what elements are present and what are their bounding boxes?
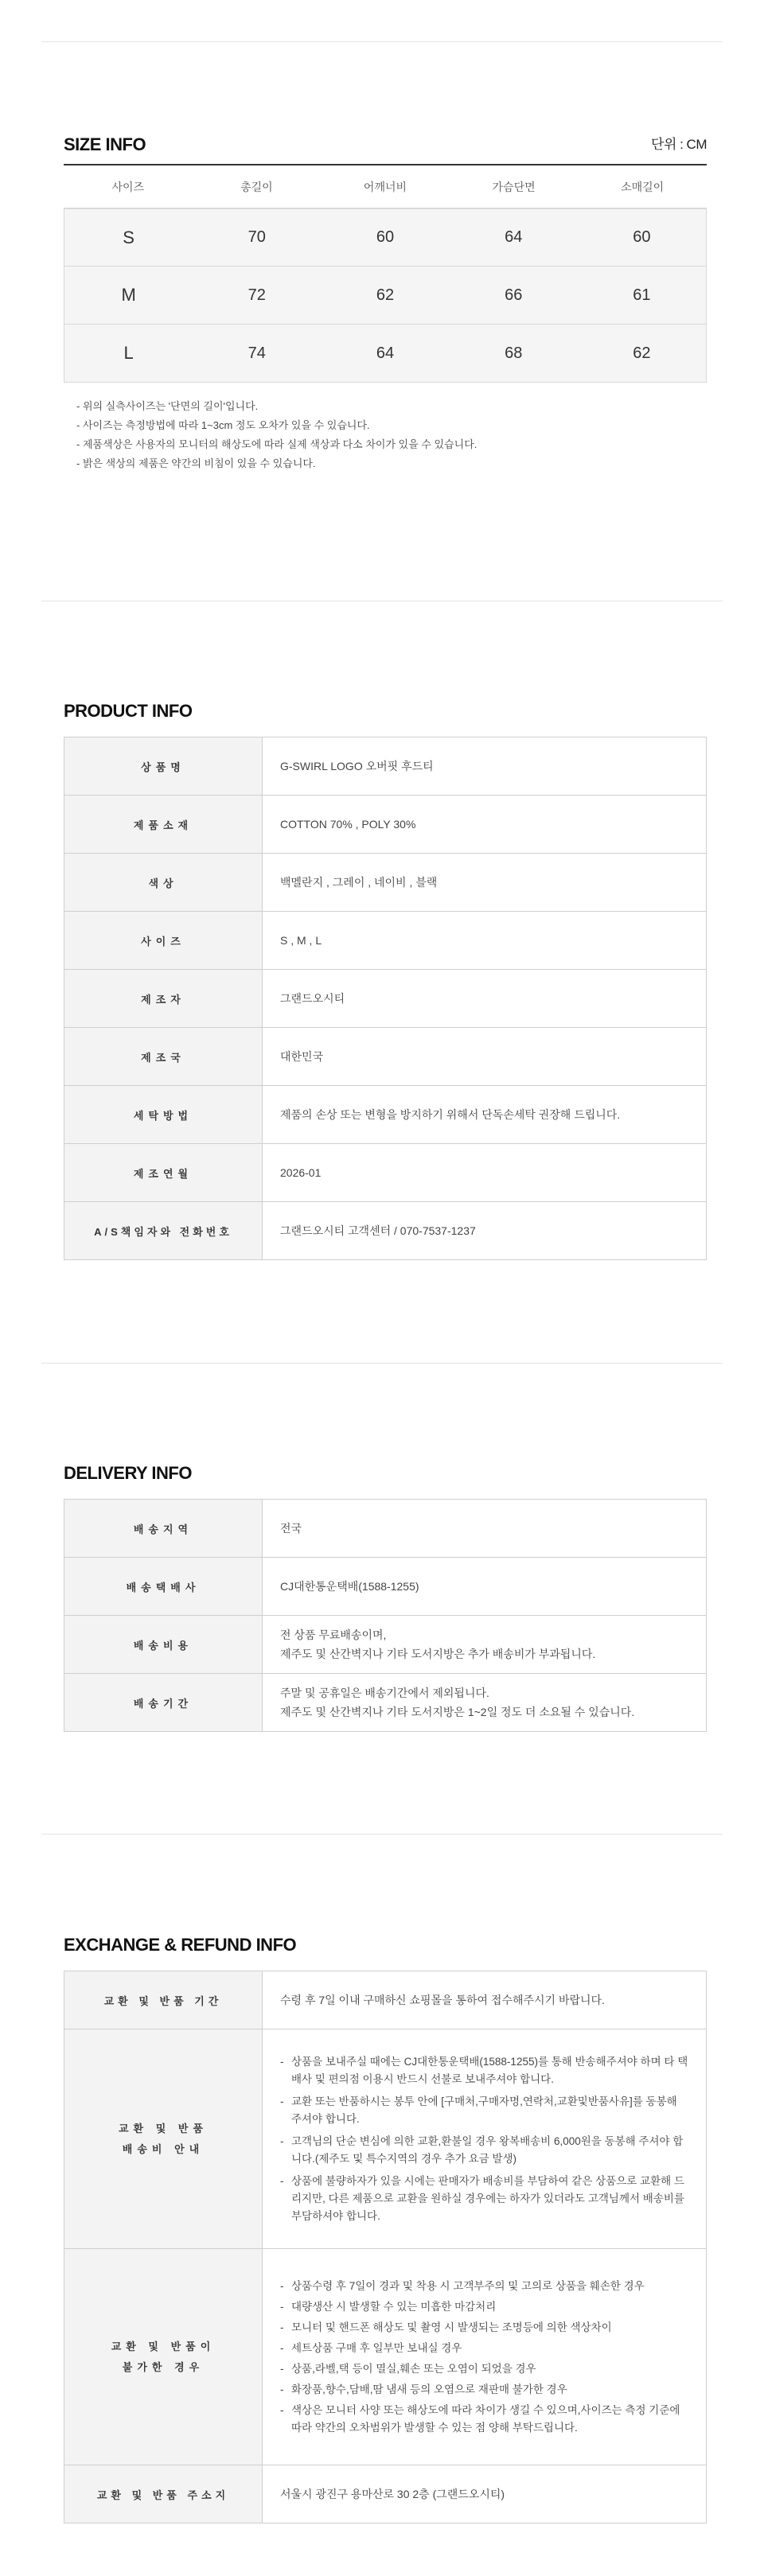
table-row (64, 1144, 707, 1202)
exchange-info-table (64, 1971, 707, 2523)
divider (41, 1834, 723, 1835)
size-table-header (64, 164, 707, 208)
size-cell: 60 (633, 228, 651, 246)
size-note: - 사이즈는 측정방법에 따라 1~3cm 정도 오차가 있을 수 있습니다. (76, 419, 370, 431)
table-row (64, 796, 707, 854)
row-label: 배송택배사 (64, 1558, 263, 1616)
size-info-section (64, 129, 707, 473)
divider (41, 1363, 723, 1364)
row-value-line: 제주도 및 산간벽지나 기타 도서지방은 1~2일 정도 더 소요될 수 있습니다. (280, 1706, 635, 1718)
size-notes (64, 397, 707, 473)
row-label: 제조국 (64, 1028, 263, 1086)
row-label: 제조자 (64, 970, 263, 1028)
row-label: 배송비용 (64, 1616, 263, 1674)
row-label (64, 2249, 263, 2465)
exchange-info-section (64, 1929, 707, 2523)
list-item: - 상품수령 후 7일이 경과 및 착용 시 고객부주의 및 고의로 상품을 훼손한 경우 (280, 2279, 645, 2292)
row-value: 그랜드오시티 고객센터 / 070-7537-1237 (263, 1202, 707, 1260)
size-col-header: 사이즈 (111, 180, 145, 193)
size-cell: 66 (505, 286, 523, 304)
list-item: - 대량생산 시 발생할 수 있는 미흡한 마감처리 (280, 2300, 497, 2313)
list-item: - 상품,라벨,택 등이 멸실,훼손 또는 오염이 되었을 경우 (280, 2362, 536, 2375)
table-row (64, 1086, 707, 1144)
list-item: - 상품에 불량하자가 있을 시에는 판매자가 배송비를 부담하여 같은 상품으로 교환해 드리지만, 다른 제품으로 교환을 원하실 경우에는 하자가 있더라도 고객님께서 배송비를 부담하셔야 합니다. (280, 2174, 684, 2222)
product-info-title: PRODUCT INFO (64, 701, 193, 721)
row-value: 백멜란지 , 그레이 , 네이비 , 블랙 (263, 854, 707, 912)
size-cell: 74 (248, 344, 266, 362)
row-label: 교환 및 반품 기간 (64, 1971, 263, 2029)
list-item: - 화장품,향수,담배,땀 냄새 등의 오염으로 재판매 불가한 경우 (280, 2383, 567, 2395)
table-row (64, 2249, 707, 2465)
table-row (64, 2465, 707, 2523)
row-value: 제품의 손상 또는 변형을 방지하기 위해서 단독손세탁 권장해 드립니다. (263, 1086, 707, 1144)
size-cell: M (121, 285, 136, 305)
row-label: 색상 (64, 854, 263, 912)
size-cell: 64 (505, 228, 523, 246)
table-row (64, 1500, 707, 1558)
row-label: 배송기간 (64, 1674, 263, 1732)
size-note: - 제품색상은 사용자의 모니터의 해상도에 따라 실제 색상과 다소 차이가 있을 수 있습니다. (76, 438, 477, 450)
table-row (64, 854, 707, 912)
size-col-header: 총길이 (240, 180, 273, 193)
row-value: 수령 후 7일 이내 구매하신 쇼핑몰을 통하여 접수해주시기 바랍니다. (263, 1971, 707, 2029)
row-label-line: 교환 및 반품이 (111, 2340, 216, 2352)
size-cell: 72 (248, 286, 266, 304)
list-item: - 상품을 보내주실 때에는 CJ대한통운택배(1588-1255)를 통해 반송해주셔야 하며 타 택배사 및 편의점 이용시 반드시 선불로 보내주셔야 합니다. (280, 2055, 688, 2085)
row-value: 전국 (280, 1522, 302, 1535)
row-label: 교환 및 반품 주소지 (64, 2465, 263, 2523)
row-value-cell (263, 2029, 707, 2249)
size-note: - 위의 실측사이즈는 '단면의 길이'입니다. (76, 400, 259, 412)
size-table-row (64, 208, 707, 267)
size-note: - 밝은 색상의 제품은 약간의 비침이 있을 수 있습니다. (76, 457, 316, 469)
delivery-info-table (64, 1499, 707, 1732)
row-value: 2026-01 (263, 1144, 707, 1202)
row-value-cell (263, 1616, 707, 1674)
row-value: 서울시 광진구 용마산로 30 2층 (그랜드오시티) (263, 2465, 707, 2523)
size-info-title: SIZE INFO (64, 134, 146, 154)
row-value-line: 전 상품 무료배송이며, (280, 1628, 387, 1641)
delivery-info-section (64, 1457, 707, 1732)
row-value-cell (263, 2249, 707, 2465)
row-value: 대한민국 (263, 1028, 707, 1086)
row-label-line: 불가한 경우 (122, 2360, 205, 2373)
row-value: 그랜드오시티 (263, 970, 707, 1028)
table-row (64, 1616, 707, 1674)
table-row (64, 1202, 707, 1260)
size-cell: 62 (376, 286, 395, 304)
list-item: - 모니터 및 핸드폰 해상도 및 촬영 시 발생되는 조명등에 의한 색상차이 (280, 2321, 612, 2333)
table-row (64, 970, 707, 1028)
list-item: - 세트상품 구매 후 일부만 보내실 경우 (280, 2341, 462, 2354)
size-cell: 61 (633, 286, 651, 304)
row-value-line: 제주도 및 산간벽지나 기타 도서지방은 추가 배송비가 부과됩니다. (280, 1648, 596, 1660)
table-row (64, 1674, 707, 1732)
exchange-info-title: EXCHANGE & REFUND INFO (64, 1935, 297, 1955)
size-col-header: 가슴단면 (492, 180, 536, 193)
delivery-info-title: DELIVERY INFO (64, 1463, 192, 1483)
list-item: - 색상은 모니터 사양 또는 해상도에 따라 차이가 생길 수 있으며,사이즈는 측정 기준에 따라 약간의 오차범위가 발생할 수 있는 점 양해 부탁드립니다. (280, 2403, 680, 2434)
row-label (64, 2029, 263, 2249)
size-cell: 64 (376, 344, 395, 362)
size-cell: 60 (376, 228, 395, 246)
row-value-line: 주말 및 공휴일은 배송기간에서 제외됩니다. (280, 1687, 489, 1699)
table-row (64, 2029, 707, 2249)
row-value: S , M , L (263, 912, 707, 970)
size-cell: 62 (633, 344, 651, 362)
list-item: - 교환 또는 반품하시는 봉투 안에 [구매처,구매자명,연락처,교환및반품사유]를 동봉해 주셔야 합니다. (280, 2095, 677, 2125)
row-value-cell (263, 1674, 707, 1732)
table-row (64, 737, 707, 796)
row-label: 상품명 (64, 737, 263, 796)
size-cell: L (123, 343, 134, 363)
table-row (64, 912, 707, 970)
row-label: 제조연월 (64, 1144, 263, 1202)
divider (41, 41, 723, 42)
size-unit-label: 단위 : CM (651, 137, 707, 152)
table-row (64, 1971, 707, 2029)
product-info-section (64, 695, 707, 1260)
size-col-header: 어깨너비 (363, 180, 407, 193)
size-cell: S (123, 227, 134, 247)
size-cell: 68 (505, 344, 523, 362)
list-item: - 고객님의 단순 변심에 의한 교환,환불일 경우 왕복배송비 6,000원을 동봉해 주셔야 합니다.(제주도 및 특수지역의 경우 추가 요금 발생) (280, 2134, 684, 2165)
size-col-header: 소매길이 (621, 180, 665, 193)
row-label: A/S책임자와 전화번호 (64, 1202, 263, 1260)
row-label: 배송지역 (64, 1500, 263, 1558)
size-info-header (64, 129, 707, 161)
size-cell: 70 (248, 228, 266, 246)
row-value: CJ대한통운택배(1588-1255) (280, 1580, 419, 1593)
row-label: 세탁방법 (64, 1086, 263, 1144)
row-value-cell (263, 1558, 707, 1616)
row-value: G-SWIRL LOGO 오버핏 후드티 (263, 737, 707, 796)
size-table-row (64, 267, 707, 325)
size-table-row (64, 325, 707, 383)
row-label: 사이즈 (64, 912, 263, 970)
row-value: COTTON 70% , POLY 30% (263, 796, 707, 854)
table-row (64, 1558, 707, 1616)
row-value-cell (263, 1500, 707, 1558)
row-label: 제품소재 (64, 796, 263, 854)
row-label-line: 배송비 안내 (122, 2142, 205, 2155)
product-info-table (64, 737, 707, 1260)
table-row (64, 1028, 707, 1086)
row-label-line: 교환 및 반품 (118, 2122, 208, 2134)
